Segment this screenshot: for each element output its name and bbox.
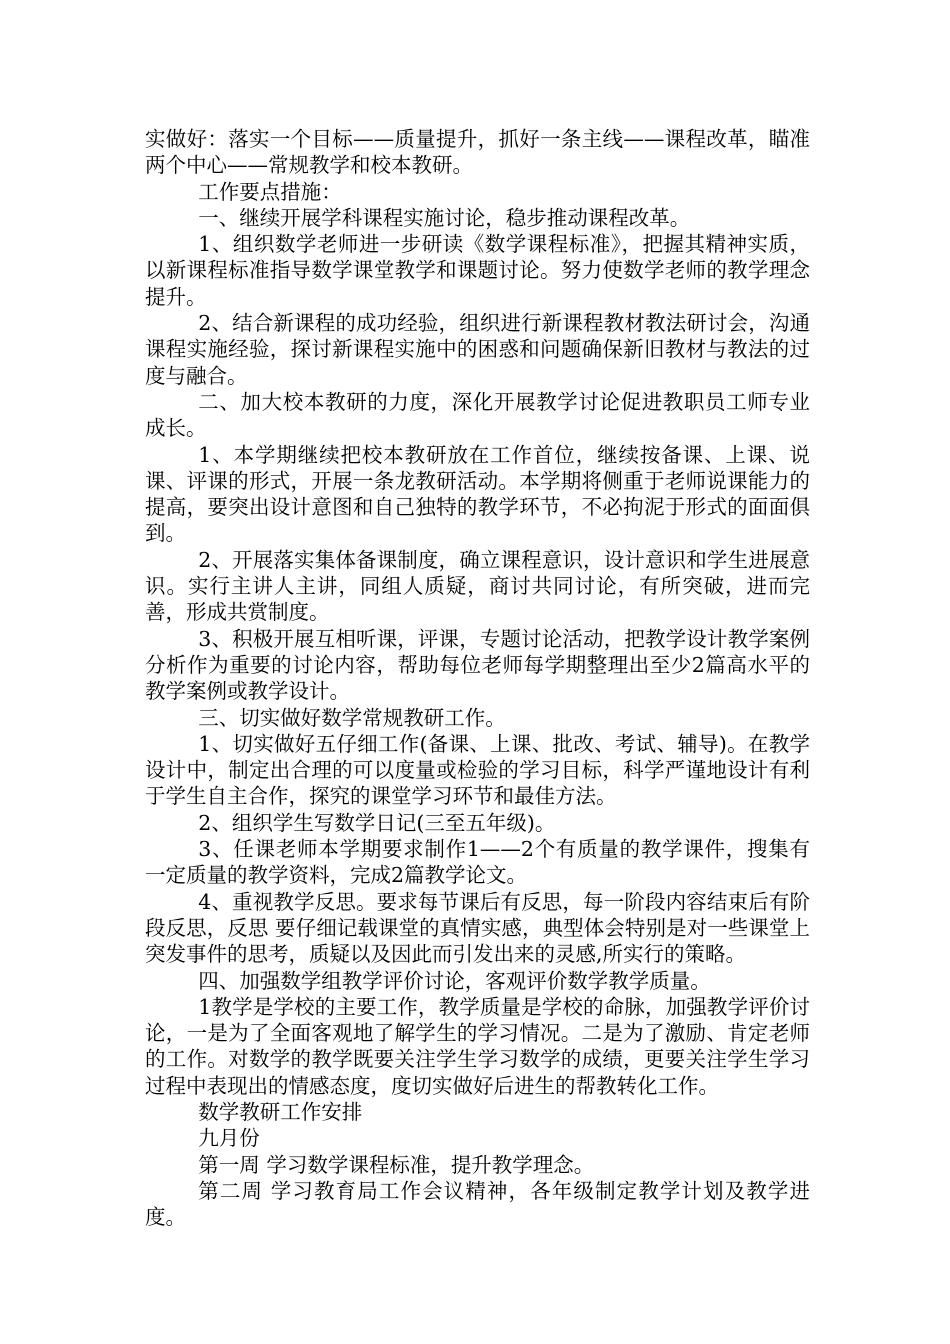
paragraph-continuation: 实做好：落实一个目标——质量提升，抓好一条主线——课程改革，瞄准两个中心——常规教学和校本教研。 (145, 127, 810, 178)
schedule-week-2: 第二周 学习教育局工作会议精神，各年级制定教学计划及教学进度。 (145, 1178, 810, 1230)
paragraph-4-1: 1教学是学校的主要工作，教学质量是学校的命脉，加强教学评价讨论，一是为了全面客观地了解学生的学习情况。二是为了激励、肯定老师的工作。对数学的教学既要关注学生学习数学的成绩，更要关注学生学习过程中表现出的情感态度，度切实做好后进生的帮教转化工作。 (145, 994, 810, 1098)
document-body (145, 126, 810, 1230)
schedule-month: 九月份 (198, 1126, 260, 1151)
section-heading-3: 三、切实做好数学常规教研工作。 (198, 705, 506, 730)
schedule-week-1: 第一周 学习数学课程标准，提升教学理念。 (198, 1152, 595, 1177)
paragraph-1-2: 2、结合新课程的成功经验，组织进行新课程教材教法研讨会，沟通课程实施经验，探讨新课程实施中的困惑和问题确保新旧教材与教法的过度与融合。 (145, 311, 810, 388)
paragraph-2-3: 3、积极开展互相听课，评课，专题讨论活动，把教学设计教学案例分析作为重要的讨论内容，帮助每位老师每学期整理出至少2篇高水平的教学案例或教学设计。 (145, 626, 810, 704)
paragraph-3-4: 4、重视教学反思。要求每节课后有反思，每一阶段内容结束后有阶段反思，反思 要仔细记载课堂的真情实感，典型体会特别是对一些课堂上突发事件的思考，质疑以及因此而引发出来的灵感,所实行的策略。 (145, 889, 810, 967)
paragraph-3-2: 2、组织学生写数学日记(三至五年级)。 (198, 810, 556, 835)
paragraph-2-1: 1、本学期继续把校本教研放在工作首位，继续按备课、上课、说课、评课的形式，开展一条龙教研活动。本学期将侧重于老师说课能力的提高，要突出设计意图和自己独特的教学环节，不必拘泥于形式的面面俱到。 (145, 442, 810, 546)
section-heading-2: 二、加大校本教研的力度，深化开展教学讨论促进教职员工师专业成长。 (145, 389, 810, 441)
section-heading-1: 一、继续开展学科课程实施讨论，稳步推动课程改革。 (198, 205, 691, 230)
paragraph-3-1: 1、切实做好五仔细工作(备课、上课、批改、考试、辅导)。在教学设计中，制定出合理的可以度量或检验的学习目标，科学严谨地设计有利于学生自主合作，探究的课堂学习环节和最佳方法。 (145, 731, 810, 809)
schedule-title: 数学教研工作安排 (198, 1099, 363, 1124)
paragraph-1-1: 1、组织数学老师进一步研读《数学课程标准》，把握其精神实质，以新课程标准指导数学课堂教学和课题讨论。努力使数学老师的教学理念提升。 (145, 232, 810, 309)
paragraph-2-2: 2、开展落实集体备课制度，确立课程意识，设计意识和学生进展意识。实行主讲人主讲，同组人质疑，商讨共同讨论，有所突破，进而完善，形成共赏制度。 (145, 547, 810, 625)
section-heading-4: 四、加强数学组教学评价讨论，客观评价数学教学质量。 (198, 968, 711, 993)
paragraph-3-3: 3、任课老师本学期要求制作1——2个有质量的教学课件，搜集有一定质量的教学资料，完成2篇教学论文。 (145, 837, 810, 888)
paragraph-work-measures-heading: 工作要点措施： (198, 179, 342, 204)
